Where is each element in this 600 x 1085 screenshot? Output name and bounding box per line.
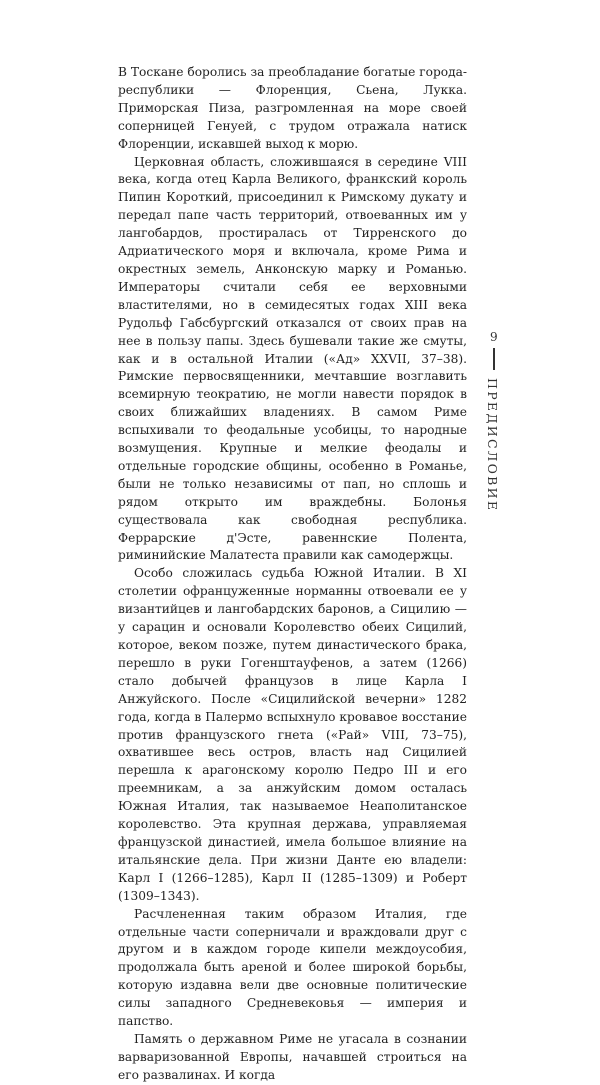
- page-number: 9: [490, 330, 498, 344]
- page-body-text: [118, 64, 467, 1085]
- paragraph-memory-of-rome: Память о державном Риме не угасала в сознании варваризованной Европы, начавшей строиться на его развалинах. И когда: [118, 1031, 467, 1082]
- section-title: ПРЕДИСЛОВИЕ: [485, 378, 500, 513]
- paragraph-southern-italy: Особо сложилась судьба Южной Италии. В XI столетии офранцуженные норманны отвоевали ее у византийцев и лангобардских баронов, а Сицилию — у сарацин и основали Королевство обеих Сицилий, которое, веком позже, путем династического брака, перешло в руки Гогенштауфенов, а затем (1266) стало добычей французов в лице Карла I Анжуйского. После «Сицилийской вечерни» 1282 года, когда в Палермо вспыхнуло кровавое восстание против французского гнета («Рай» VIII, 73–75), охватившее весь остров, власть над Сицилией перешла к арагонскому королю Педро III и его преемникам, а за анжуйским домом осталась Южная Италия, так называемое Неаполитанское королевство. Эта крупная держава, управляемая французской династией, имела большое влияние на итальянские дела. При жизни Данте ею владели: Карл I (1266–1285), Карл II (1285–1309) и Роберт (1309–1343).: [118, 566, 467, 903]
- paragraph-church-state: Церковная область, сложившаяся в середине VIII века, когда отец Карла Великого, франкский король Пипин Короткий, присоединил к Римскому дукату и передал папе часть территорий, отвоеванных им у лангобардов, простиралась от Тирренского до Адриатического моря и включала, кроме Рима и окрестных земель, Анконскую марку и Романью. Императоры считали себя ее верховными властителями, но в семидесятых годах XIII века Рудольф Габсбургский отказался от своих прав на нее в пользу папы. Здесь бушевали такие же смуты, как и в остальной Италии («Ад» XXVII, 37–38). Римские первосвященники, мечтавшие возглавить всемирную теократию, не могли навести порядок в своих ближайших владениях. В самом Риме вспыхивали то феодальные усобицы, то народные возмущения. Крупные и мелкие феодалы и отдельные городские общины, особенно в Романье, были не только независимы от пап, но сплошь и рядом открыто им враждебны. Болонья существовала как свободная республика. Феррарские д'Эсте, равеннские Полента, риминийские Малатеста правили как самодержцы.: [118, 154, 467, 563]
- paragraph-divided-italy: Расчлененная таким образом Италия, где отдельные части соперничали и враждовали друг с другом и в каждом городе кипели междоусобия, продолжала быть ареной и более широкой борьбы, которую издавна вели две основные политические силы западного Средневековья — империя и папство.: [118, 906, 467, 1029]
- divider-rule: [493, 348, 495, 370]
- side-running-header: [478, 330, 512, 590]
- paragraph-tuscany: В Тоскане боролись за преобладание богатые города-республики — Флоренция, Сьена, Лукка. Приморская Пиза, разгромленная на море своей соперницей Генуей, с трудом отражала натиск Флоренции, искавшей выход к морю.: [118, 65, 467, 151]
